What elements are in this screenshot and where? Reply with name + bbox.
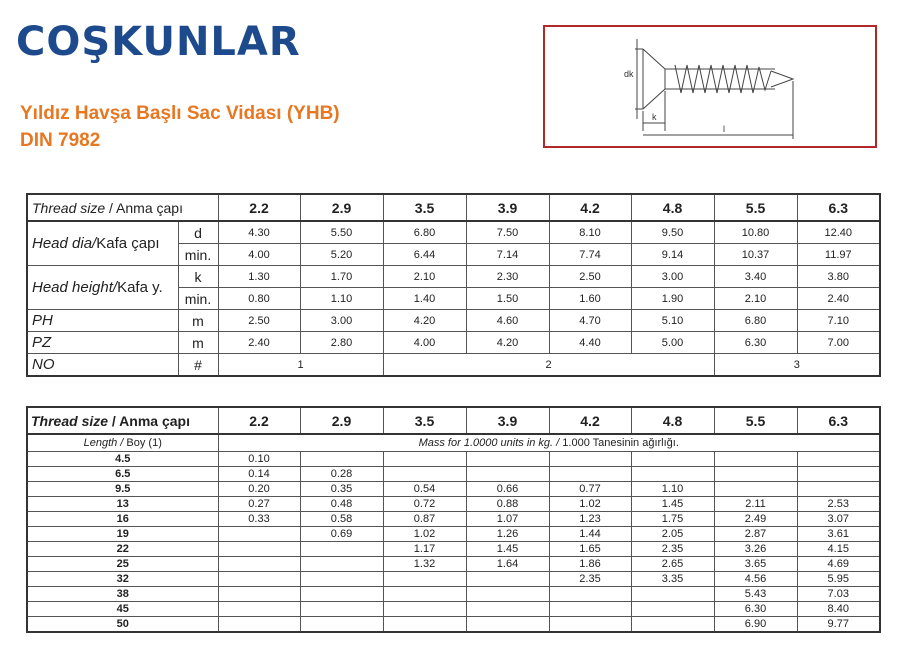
table-cell: 2.80 [300,332,383,354]
mass-cell [218,587,300,602]
table-cell: 7.10 [797,310,880,332]
mass-cell [549,452,631,467]
mass-cell [631,617,714,633]
table-cell: 3.40 [714,266,797,288]
size-header: 3.9 [466,194,549,221]
product-title [20,100,340,154]
mass-cell: 1.07 [466,512,549,527]
mass-cell [300,587,383,602]
table-cell: 6.30 [714,332,797,354]
size-header: 4.8 [631,407,714,434]
mass-cell [218,572,300,587]
row-sub-label: d [178,221,218,244]
table-row [27,310,880,332]
mass-cell: 2.87 [714,527,797,542]
mass-cell [549,602,631,617]
mass-cell [383,452,466,467]
mass-cell [714,467,797,482]
size-header: 3.5 [383,407,466,434]
mass-cell: 0.33 [218,512,300,527]
table-cell: 1.70 [300,266,383,288]
length-cell: 19 [27,527,218,542]
table-cell: 2 [383,354,714,377]
table-cell: 5.50 [300,221,383,244]
table-row [27,557,880,572]
mass-cell [631,452,714,467]
mass-cell: 0.87 [383,512,466,527]
table-row [27,452,880,467]
mass-cell: 2.65 [631,557,714,572]
table-row [27,542,880,557]
table-cell: 7.14 [466,244,549,266]
product-name: Yıldız Havşa Başlı Sac Vidası (YHB) [20,103,340,124]
mass-cell [631,587,714,602]
table-cell: 2.10 [714,288,797,310]
row-sub-label: m [178,310,218,332]
row-sub-label: # [178,354,218,377]
mass-cell: 1.75 [631,512,714,527]
size-header: 4.2 [549,407,631,434]
mass-cell: 0.28 [300,467,383,482]
mass-cell [218,602,300,617]
brand-logo [16,20,301,64]
mass-cell: 2.49 [714,512,797,527]
table-cell: 2.10 [383,266,466,288]
mass-cell [383,572,466,587]
table-row [27,354,880,377]
head-height-label: Head height/Kafa y. [27,266,178,310]
mass-cell: 0.69 [300,527,383,542]
mass-cell: 3.65 [714,557,797,572]
table-cell: 3.00 [300,310,383,332]
mass-cell: 4.56 [714,572,797,587]
length-cell: 25 [27,557,218,572]
table-cell: 1.50 [466,288,549,310]
mass-cell: 3.61 [797,527,880,542]
table-cell: 4.60 [466,310,549,332]
brand-name: COŞKUNLAR [16,19,301,65]
table-cell: 10.37 [714,244,797,266]
mass-cell [300,452,383,467]
table-cell: 1.90 [631,288,714,310]
mass-cell [300,542,383,557]
row-sub-label: min. [178,288,218,310]
mass-cell: 7.03 [797,587,880,602]
mass-cell: 0.35 [300,482,383,497]
mass-cell [797,482,880,497]
length-cell: 9.5 [27,482,218,497]
table-cell: 4.00 [218,244,300,266]
mass-cell [300,617,383,633]
mass-cell: 0.20 [218,482,300,497]
table-cell: 7.50 [466,221,549,244]
mass-cell: 1.26 [466,527,549,542]
table-cell: 3.80 [797,266,880,288]
mass-cell: 3.35 [631,572,714,587]
mass-cell [631,467,714,482]
pz-label: PZ [27,332,178,354]
mass-cell: 2.35 [631,542,714,557]
mass-cell: 1.65 [549,542,631,557]
mass-cell [466,572,549,587]
mass-cell: 1.45 [631,497,714,512]
row-sub-label: k [178,266,218,288]
mass-cell: 0.77 [549,482,631,497]
table-header-row [27,407,880,434]
table-cell: 1.10 [300,288,383,310]
table-cell: 4.70 [549,310,631,332]
k-label: k [652,112,657,122]
table-cell: 2.40 [218,332,300,354]
table-row [27,572,880,587]
mass-table [26,406,881,633]
product-standard: DIN 7982 [20,130,101,151]
size-header: 3.5 [383,194,466,221]
table-cell: 5.10 [631,310,714,332]
length-cell: 45 [27,602,218,617]
mass-cell: 5.95 [797,572,880,587]
table-row [27,497,880,512]
mass-cell: 1.44 [549,527,631,542]
units-row [27,434,880,452]
size-header: 3.9 [466,407,549,434]
mass-cell [797,452,880,467]
mass-cell: 6.30 [714,602,797,617]
mass-cell [631,602,714,617]
table-cell: 4.20 [466,332,549,354]
table-cell: 2.40 [797,288,880,310]
table-row [27,266,880,288]
mass-cell [714,482,797,497]
mass-cell: 0.10 [218,452,300,467]
mass-cell [300,602,383,617]
table-cell: 2.30 [466,266,549,288]
mass-cell: 1.32 [383,557,466,572]
table-row [27,332,880,354]
table-cell: 10.80 [714,221,797,244]
size-header: 2.9 [300,407,383,434]
size-header: 6.3 [797,194,880,221]
table-cell: 12.40 [797,221,880,244]
mass-cell: 6.90 [714,617,797,633]
mass-cell [549,617,631,633]
table-cell: 1.40 [383,288,466,310]
size-header: 5.5 [714,194,797,221]
table-cell: 9.50 [631,221,714,244]
mass-cell [714,452,797,467]
mass-cell: 2.05 [631,527,714,542]
no-label: NO [27,354,178,377]
mass-cell: 1.17 [383,542,466,557]
length-cell: 4.5 [27,452,218,467]
mass-cell: 1.02 [549,497,631,512]
length-cell: 22 [27,542,218,557]
mass-cell [218,617,300,633]
table-cell: 2.50 [218,310,300,332]
thread-size-label: Thread size / Anma çapı [27,194,218,221]
table-cell: 0.80 [218,288,300,310]
table-cell: 8.10 [549,221,631,244]
length-cell: 16 [27,512,218,527]
size-header: 2.9 [300,194,383,221]
table-cell: 4.30 [218,221,300,244]
thread-size-label: Thread size / Anma çapı [27,407,218,434]
table-cell: 1.30 [218,266,300,288]
mass-cell [300,572,383,587]
table-cell: 5.00 [631,332,714,354]
table-cell: 11.97 [797,244,880,266]
l-label: l [723,124,725,134]
mass-cell: 0.58 [300,512,383,527]
mass-cell: 1.86 [549,557,631,572]
table-cell: 6.44 [383,244,466,266]
mass-cell: 0.14 [218,467,300,482]
mass-cell: 4.69 [797,557,880,572]
mass-cell: 0.88 [466,497,549,512]
head-dia-label: Head dia/Kafa çapı [27,221,178,266]
mass-cell [218,542,300,557]
table-cell: 6.80 [383,221,466,244]
screw-drawing-svg [545,27,875,146]
mass-cell [218,557,300,572]
mass-cell [383,467,466,482]
table-cell: 3.00 [631,266,714,288]
size-header: 2.2 [218,194,300,221]
size-header: 2.2 [218,407,300,434]
mass-cell: 2.53 [797,497,880,512]
table-row [27,482,880,497]
ph-label: PH [27,310,178,332]
mass-cell: 0.54 [383,482,466,497]
mass-cell [383,602,466,617]
table-cell: 5.20 [300,244,383,266]
table-cell: 1 [218,354,383,377]
mass-cell: 8.40 [797,602,880,617]
mass-cell: 5.43 [714,587,797,602]
table-cell: 3 [714,354,880,377]
table-cell: 9.14 [631,244,714,266]
mass-label: Mass for 1.0000 units in kg. / 1.000 Tanesinin ağırlığı. [218,434,880,452]
table-row [27,617,880,633]
mass-cell [383,617,466,633]
mass-cell [549,587,631,602]
size-header: 4.2 [549,194,631,221]
mass-cell: 0.27 [218,497,300,512]
table-row [27,602,880,617]
table-row [27,221,880,244]
length-cell: 38 [27,587,218,602]
table-header-row [27,194,880,221]
length-cell: 6.5 [27,467,218,482]
size-header: 5.5 [714,407,797,434]
table-cell: 1.60 [549,288,631,310]
row-sub-label: m [178,332,218,354]
mass-cell: 0.66 [466,482,549,497]
mass-cell [300,557,383,572]
table-cell: 4.40 [549,332,631,354]
length-label: Length / Boy (1) [27,434,218,452]
mass-cell: 9.77 [797,617,880,633]
table-cell: 6.80 [714,310,797,332]
table-cell: 4.20 [383,310,466,332]
row-sub-label: min. [178,244,218,266]
mass-cell: 2.35 [549,572,631,587]
table-cell: 2.50 [549,266,631,288]
mass-cell: 1.23 [549,512,631,527]
mass-cell [466,617,549,633]
table-cell: 7.74 [549,244,631,266]
mass-cell: 0.72 [383,497,466,512]
mass-cell [218,527,300,542]
length-cell: 50 [27,617,218,633]
table-row [27,527,880,542]
mass-cell [466,602,549,617]
mass-cell [549,467,631,482]
table-row [27,512,880,527]
mass-cell: 1.64 [466,557,549,572]
mass-cell: 1.45 [466,542,549,557]
mass-cell [466,467,549,482]
length-cell: 13 [27,497,218,512]
mass-cell: 0.48 [300,497,383,512]
screw-technical-drawing [543,25,877,148]
mass-cell: 4.15 [797,542,880,557]
table-row [27,587,880,602]
mass-cell [797,467,880,482]
table-cell: 4.00 [383,332,466,354]
mass-cell: 1.02 [383,527,466,542]
mass-cell: 1.10 [631,482,714,497]
length-cell: 32 [27,572,218,587]
size-header: 6.3 [797,407,880,434]
dk-label: dk [624,69,634,79]
size-header: 4.8 [631,194,714,221]
mass-cell: 3.26 [714,542,797,557]
mass-cell [466,452,549,467]
table-cell: 7.00 [797,332,880,354]
mass-cell [383,587,466,602]
table-row [27,467,880,482]
mass-cell [466,587,549,602]
mass-cell: 3.07 [797,512,880,527]
mass-cell: 2.11 [714,497,797,512]
dimensions-table [26,193,881,377]
